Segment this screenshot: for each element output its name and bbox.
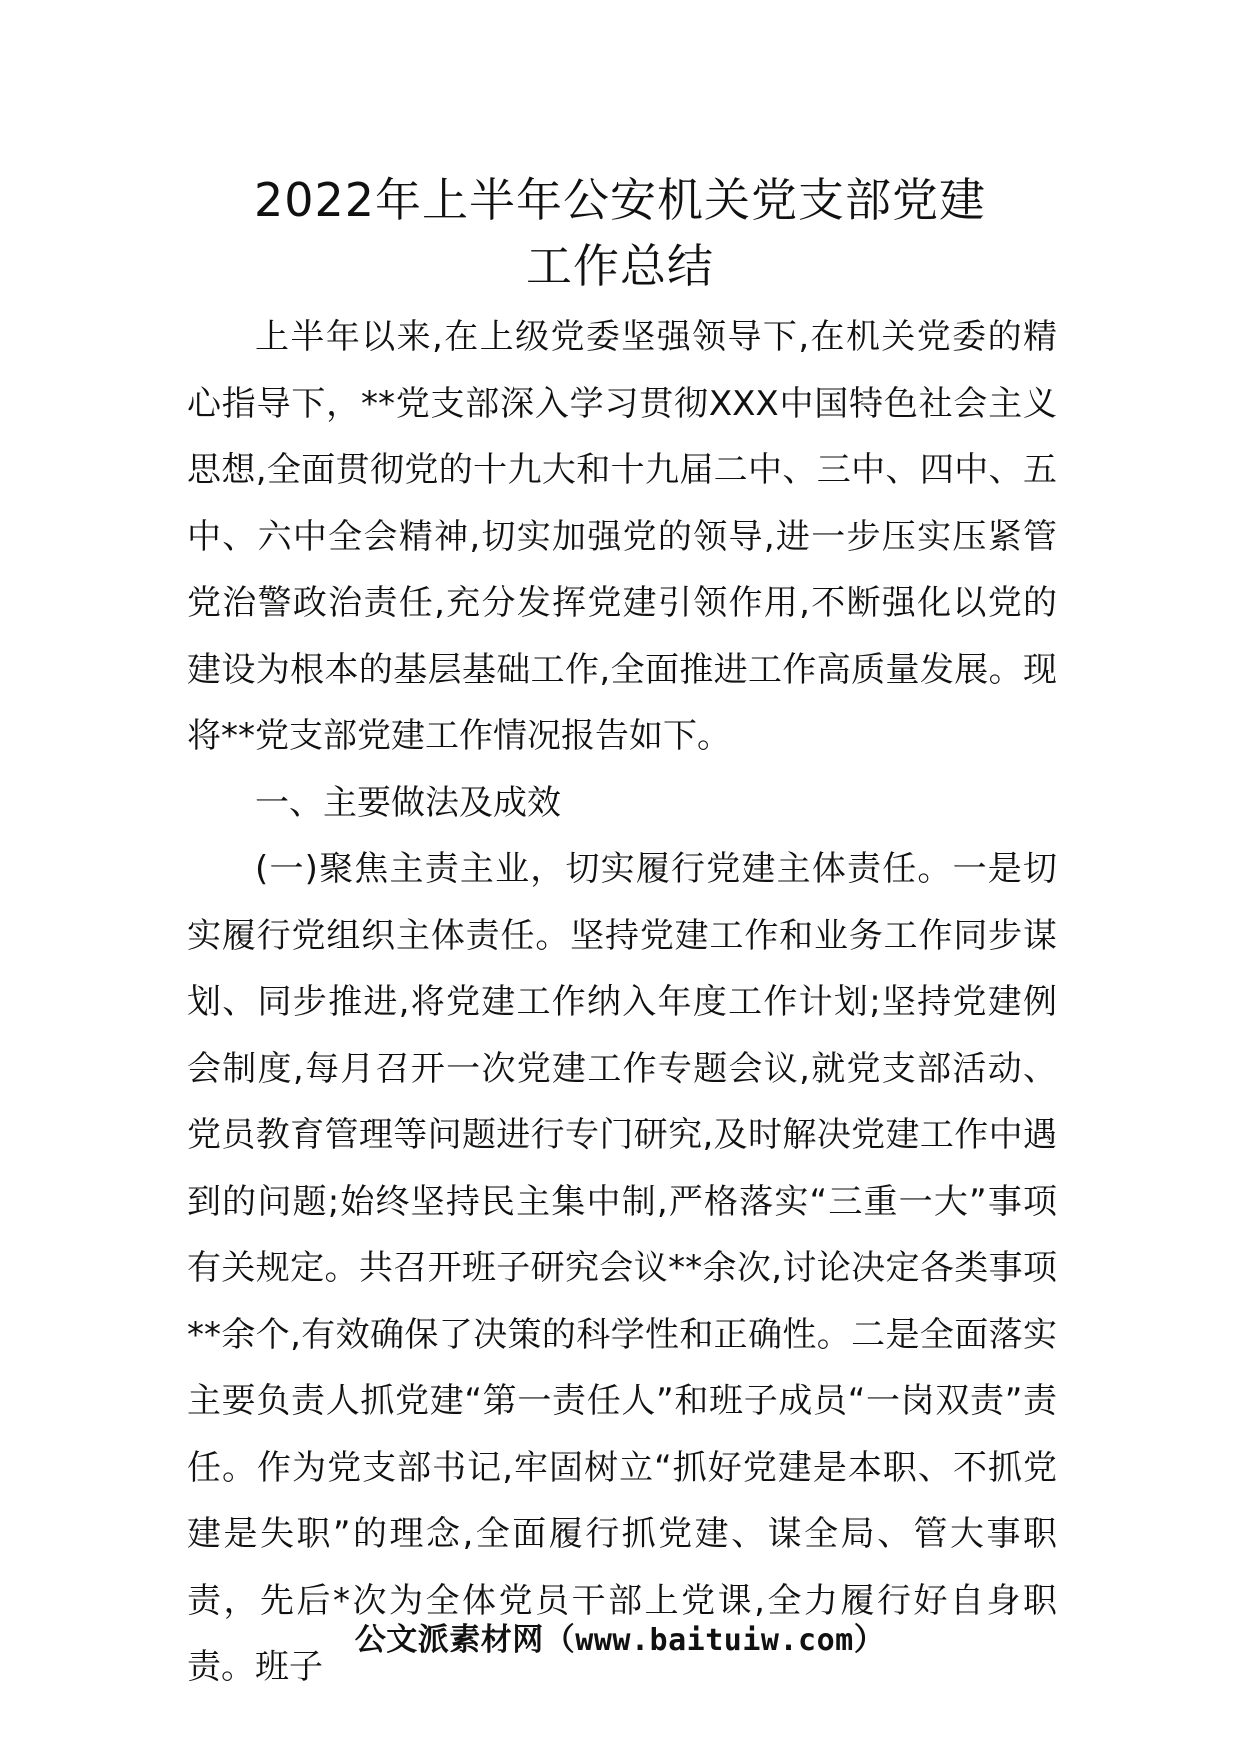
section-paragraph: (一)聚焦主责主业，切实履行党建主体责任。一是切实履行党组织主体责任。坚持党建工作和业务工作同步谋划、同步推进,将党建工作纳入年度工作计划;坚持党建例会制度,每月召开一次党建工作专题会议,就党支部活动、党员教育管理等问题进行专门研究,及时解决党建工作中遇到的问题;始终坚持民主集中制,严格落实“三重一大”事项有关规定。共召开班子研究会议**余次,讨论决定各类事项**余个,有效确保了决策的科学性和正确性。二是全面落实主要负责人抓党建“第一责任人”和班子成员“一岗双责”责任。作为党支部书记,牢固树立“抓好党建是本职、不抓党建是失职”的理念,全面履行抓党建、谋全局、管大事职责，先后*次为全体党员干部上党课,全力履行好自身职责。班子	[187, 849, 1057, 1687]
document-title-line-1: 2022年上半年公安机关党支部党建	[253, 173, 987, 227]
page-footer	[0, 1614, 1240, 1659]
footer-close-paren: ）	[853, 1622, 886, 1658]
document-title-line-2: 工作总结	[526, 239, 714, 293]
intro-paragraph: 上半年以来,在上级党委坚强领导下,在机关党委的精心指导下，**党支部深入学习贯彻XXX中国特色社会主义思想,全面贯彻党的十九大和十九届二中、三中、四中、五中、六中全会精神,切实加强党的领导,进一步压实压紧管党治警政治责任,充分发挥党建引领作用,不断强化以党的建设为根本的基层基础工作,全面推进工作高质量发展。现将**党支部党建工作情况报告如下。	[187, 317, 1057, 756]
footer-site-url: www.baituiw.com	[575, 1623, 854, 1658]
footer-site-name: 公文派素材网（	[354, 1622, 576, 1658]
document-body	[187, 304, 1057, 1701]
section-heading: 一、主要做法及成效	[255, 782, 561, 823]
